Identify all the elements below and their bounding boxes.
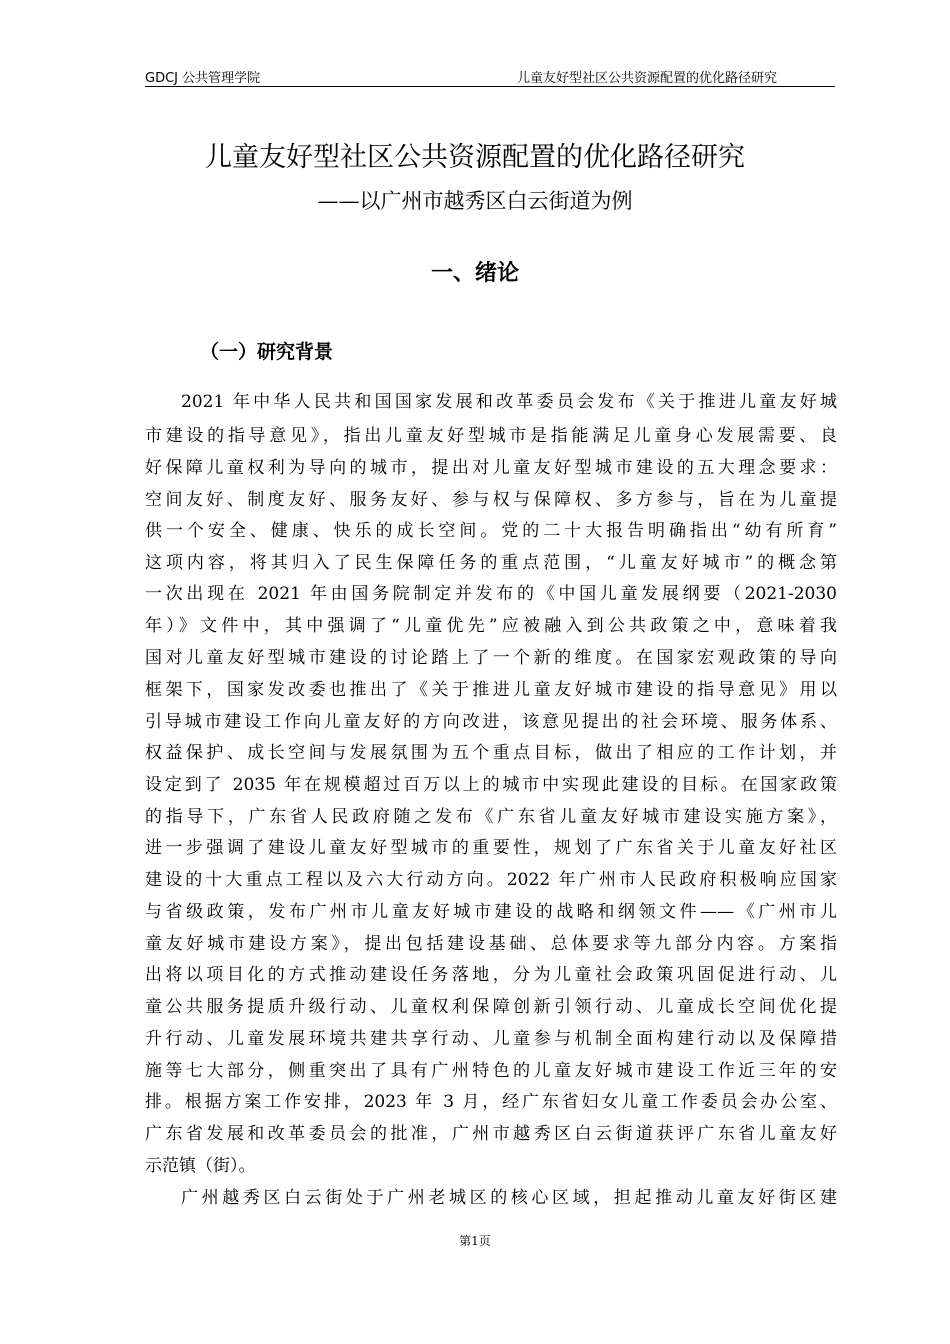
section-heading: 一、绪论: [430, 261, 519, 286]
body-line: 的指导下，广东省人民政府随之发布《广东省儿童友好城市建设实施方案》，: [145, 807, 837, 827]
body-line: 空间友好、制度友好、服务友好、参与权与保障权、多方参与，旨在为儿童提: [145, 490, 837, 510]
body-line: 框架下，国家发改委也推出了《关于推进儿童友好城市建设的指导意见》用以: [145, 680, 837, 700]
body-line: 引导城市建设工作向儿童友好的方向改进，该意见提出的社会环境、服务体系、: [145, 712, 837, 732]
body-line: 2021 年中华人民共和国国家发展和改革委员会发布《关于推进儿童友好城: [181, 392, 837, 412]
body-line: 建设的十大重点工程以及六大行动方向。2022 年广州市人民政府积极响应国家: [145, 870, 837, 890]
header-title: 儿童友好型社区公共资源配置的优化路径研究: [516, 71, 777, 86]
body-line: 广州越秀区白云街处于广州老城区的核心区域，担起推动儿童友好街区建: [181, 1188, 837, 1208]
body-line: 童友好城市建设方案》，提出包括建设基础、总体要求等九部分内容。方案指: [145, 934, 837, 954]
body-line: 一次出现在 2021 年由国务院制定并发布的《中国儿童发展纲要（2021-2030: [145, 584, 837, 604]
body-line: 与省级政策，发布广州市儿童友好城市建设的战略和纲领文件——《广州市儿: [145, 902, 837, 922]
body-line: 这项内容，将其归入了民生保障任务的重点范围，“儿童友好城市”的概念第: [145, 553, 837, 573]
paper-title: 儿童友好型社区公共资源配置的优化路径研究: [205, 142, 745, 173]
body-line: 排。根据方案工作安排，2023 年 3 月，经广东省妇女儿童工作委员会办公室、: [145, 1092, 837, 1112]
body-line: 升行动、儿童发展环境共建共享行动、儿童参与机制全面构建行动以及保障措: [145, 1029, 837, 1049]
body-line: 出将以项目化的方式推动建设任务落地，分为儿童社会政策巩固促进行动、儿: [145, 965, 837, 985]
body-line: 供一个安全、健康、快乐的成长空间。党的二十大报告明确指出“幼有所育”: [145, 521, 837, 541]
subsection-heading: （一）研究背景: [200, 341, 334, 363]
body-line: 国对儿童友好型城市建设的讨论踏上了一个新的维度。在国家宏观政策的导向: [145, 648, 837, 668]
body-line: 进一步强调了建设儿童友好型城市的重要性，规划了广东省关于儿童友好社区: [145, 838, 837, 858]
body-line: 设定到了 2035 年在规模超过百万以上的城市中实现此建设的目标。在国家政策: [145, 775, 837, 795]
body-line: 童公共服务提质升级行动、儿童权利保障创新引领行动、儿童成长空间优化提: [145, 997, 837, 1017]
body-line: 施等七大部分，侧重突出了具有广州特色的儿童友好城市建设工作近三年的安: [145, 1061, 837, 1081]
running-header: [145, 64, 835, 87]
body-line: 示范镇（街）。: [145, 1156, 256, 1176]
body-line: 广东省发展和改革委员会的批准，广州市越秀区白云街道获评广东省儿童友好: [145, 1124, 837, 1144]
page-number: 第1页: [459, 1234, 491, 1248]
body-line: 好保障儿童权利为导向的城市，提出对儿童友好型城市建设的五大理念要求：: [145, 458, 837, 478]
paper-subtitle: ——以广州市越秀区白云街道为例: [317, 189, 633, 213]
body-line: 市建设的指导意见》，指出儿童友好型城市是指能满足儿童身心发展需要、良: [145, 426, 837, 446]
body-line: 年）》文件中，其中强调了“儿童优先”应被融入到公共政策之中，意味着我: [145, 616, 837, 636]
header-institution: GDCJ 公共管理学院: [145, 71, 261, 86]
body-line: 权益保护、成长空间与发展氛围为五个重点目标，做出了相应的工作计划，并: [145, 743, 837, 763]
